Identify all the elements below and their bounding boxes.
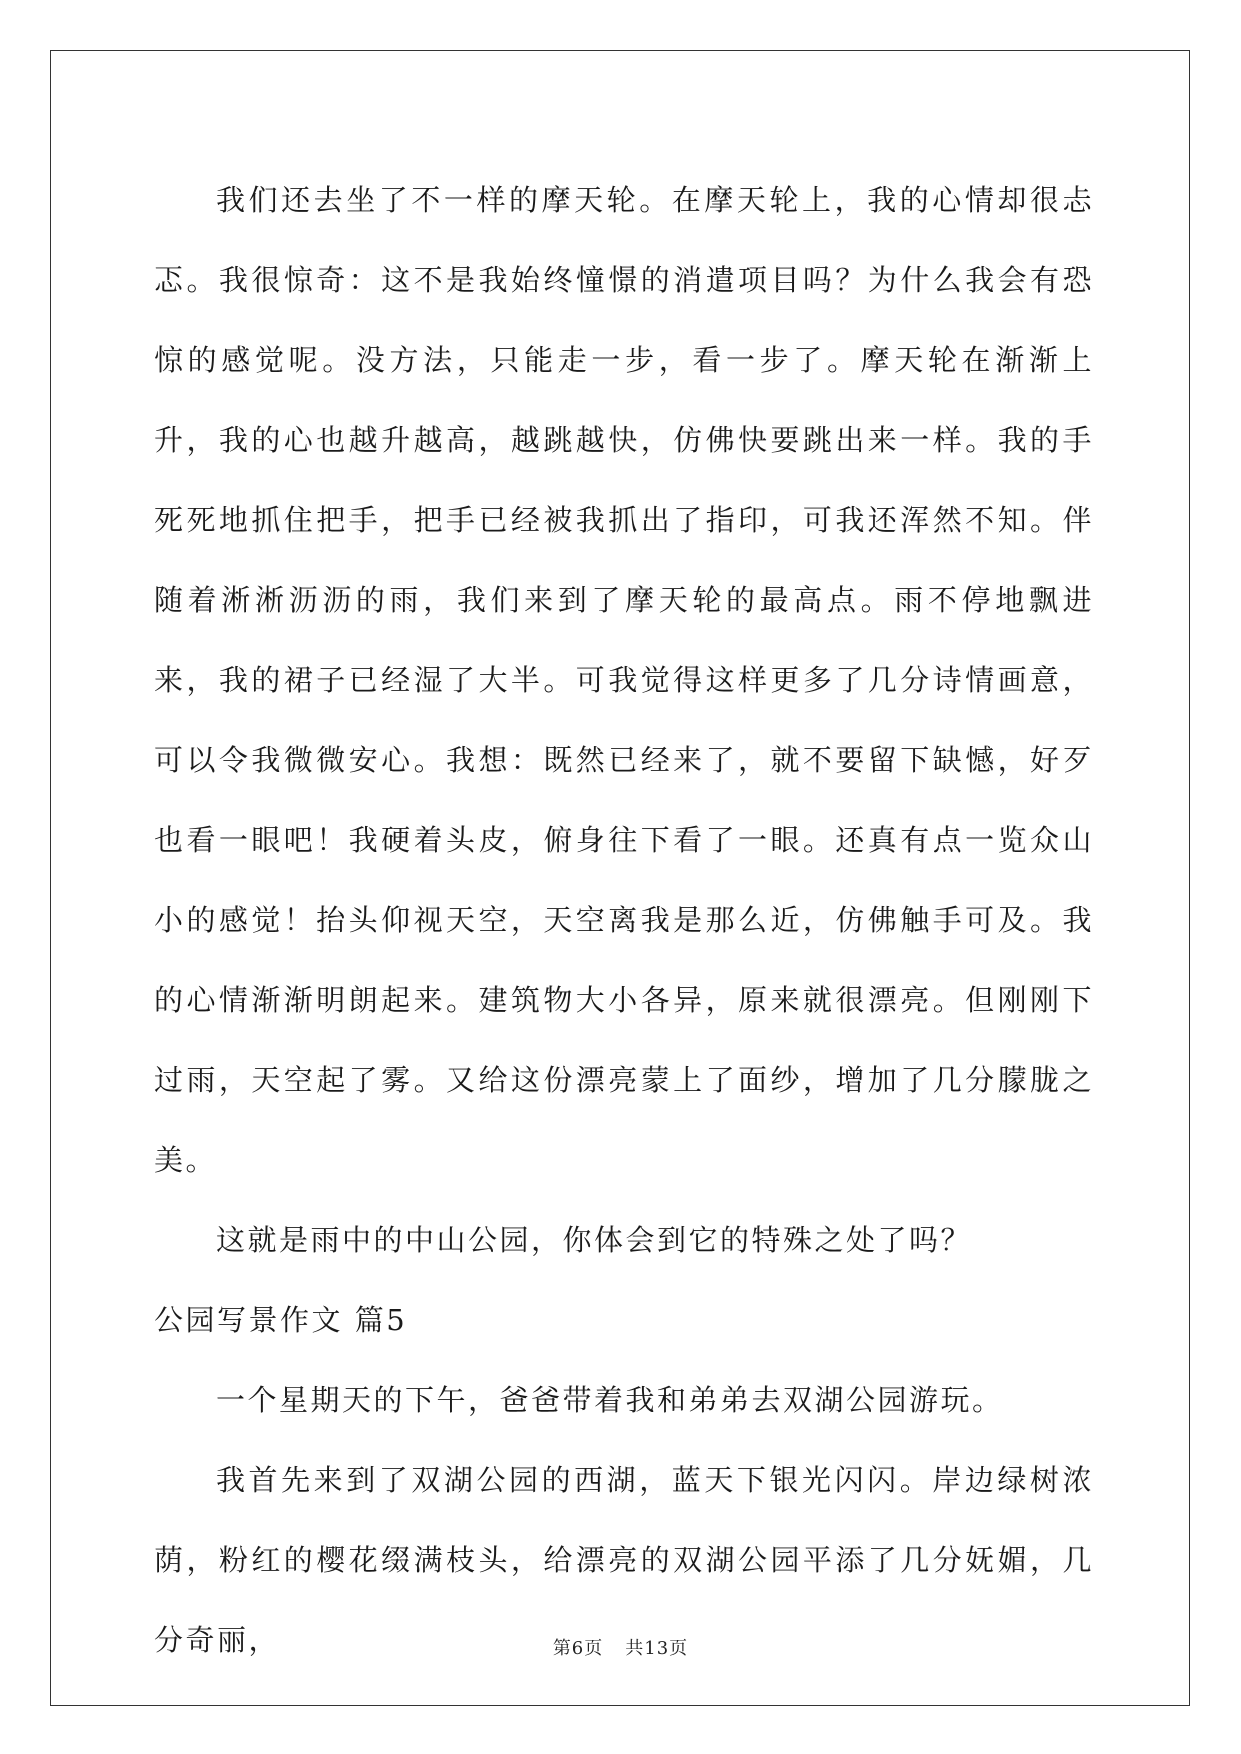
page-footer (0, 1634, 1241, 1660)
page-total: 共13页 (625, 1638, 689, 1659)
paragraph: 一个星期天的下午，爸爸带着我和弟弟去双湖公园游玩。 (216, 1383, 1004, 1417)
paragraph: 我们还去坐了不一样的摩天轮。在摩天轮上，我的心情却很忐忑。我很惊奇：这不是我始终憧憬的消遣项目吗？为什么我会有恐惊的感觉呢。没方法，只能走一步，看一步了。摩天轮在渐渐上升，我的心也越升越高，越跳越快，仿佛快要跳出来一样。我的手死死地抓住把手，把手已经被我抓出了指印，可我还浑然不知。伴随着淅淅沥沥的雨，我们来到了摩天轮的最高点。雨不停地飘进来，我的裙子已经湿了大半。可我觉得这样更多了几分诗情画意，可以令我微微安心。我想：既然已经来了，就不要留下缺憾，好歹也看一眼吧！我硬着头皮，俯身往下看了一眼。还真有点一览众山小的感觉！抬头仰视天空，天空离我是那么近，仿佛触手可及。我的心情渐渐明朗起来。建筑物大小各异，原来就很漂亮。但刚刚下过雨，天空起了雾。又给这份漂亮蒙上了面纱，增加了几分朦胧之美。 (154, 183, 1094, 1177)
document-body (154, 160, 1094, 1680)
page-number: 第6页 (552, 1638, 604, 1659)
paragraph: 这就是雨中的中山公园，你体会到它的特殊之处了吗？ (216, 1223, 973, 1257)
section-heading: 公园写景作文 篇5 (154, 1303, 408, 1337)
paragraph: 我首先来到了双湖公园的西湖，蓝天下银光闪闪。岸边绿树浓荫，粉红的樱花缀满枝头，给漂亮的双湖公园平添了几分妩媚，几分奇丽， (154, 1463, 1094, 1657)
